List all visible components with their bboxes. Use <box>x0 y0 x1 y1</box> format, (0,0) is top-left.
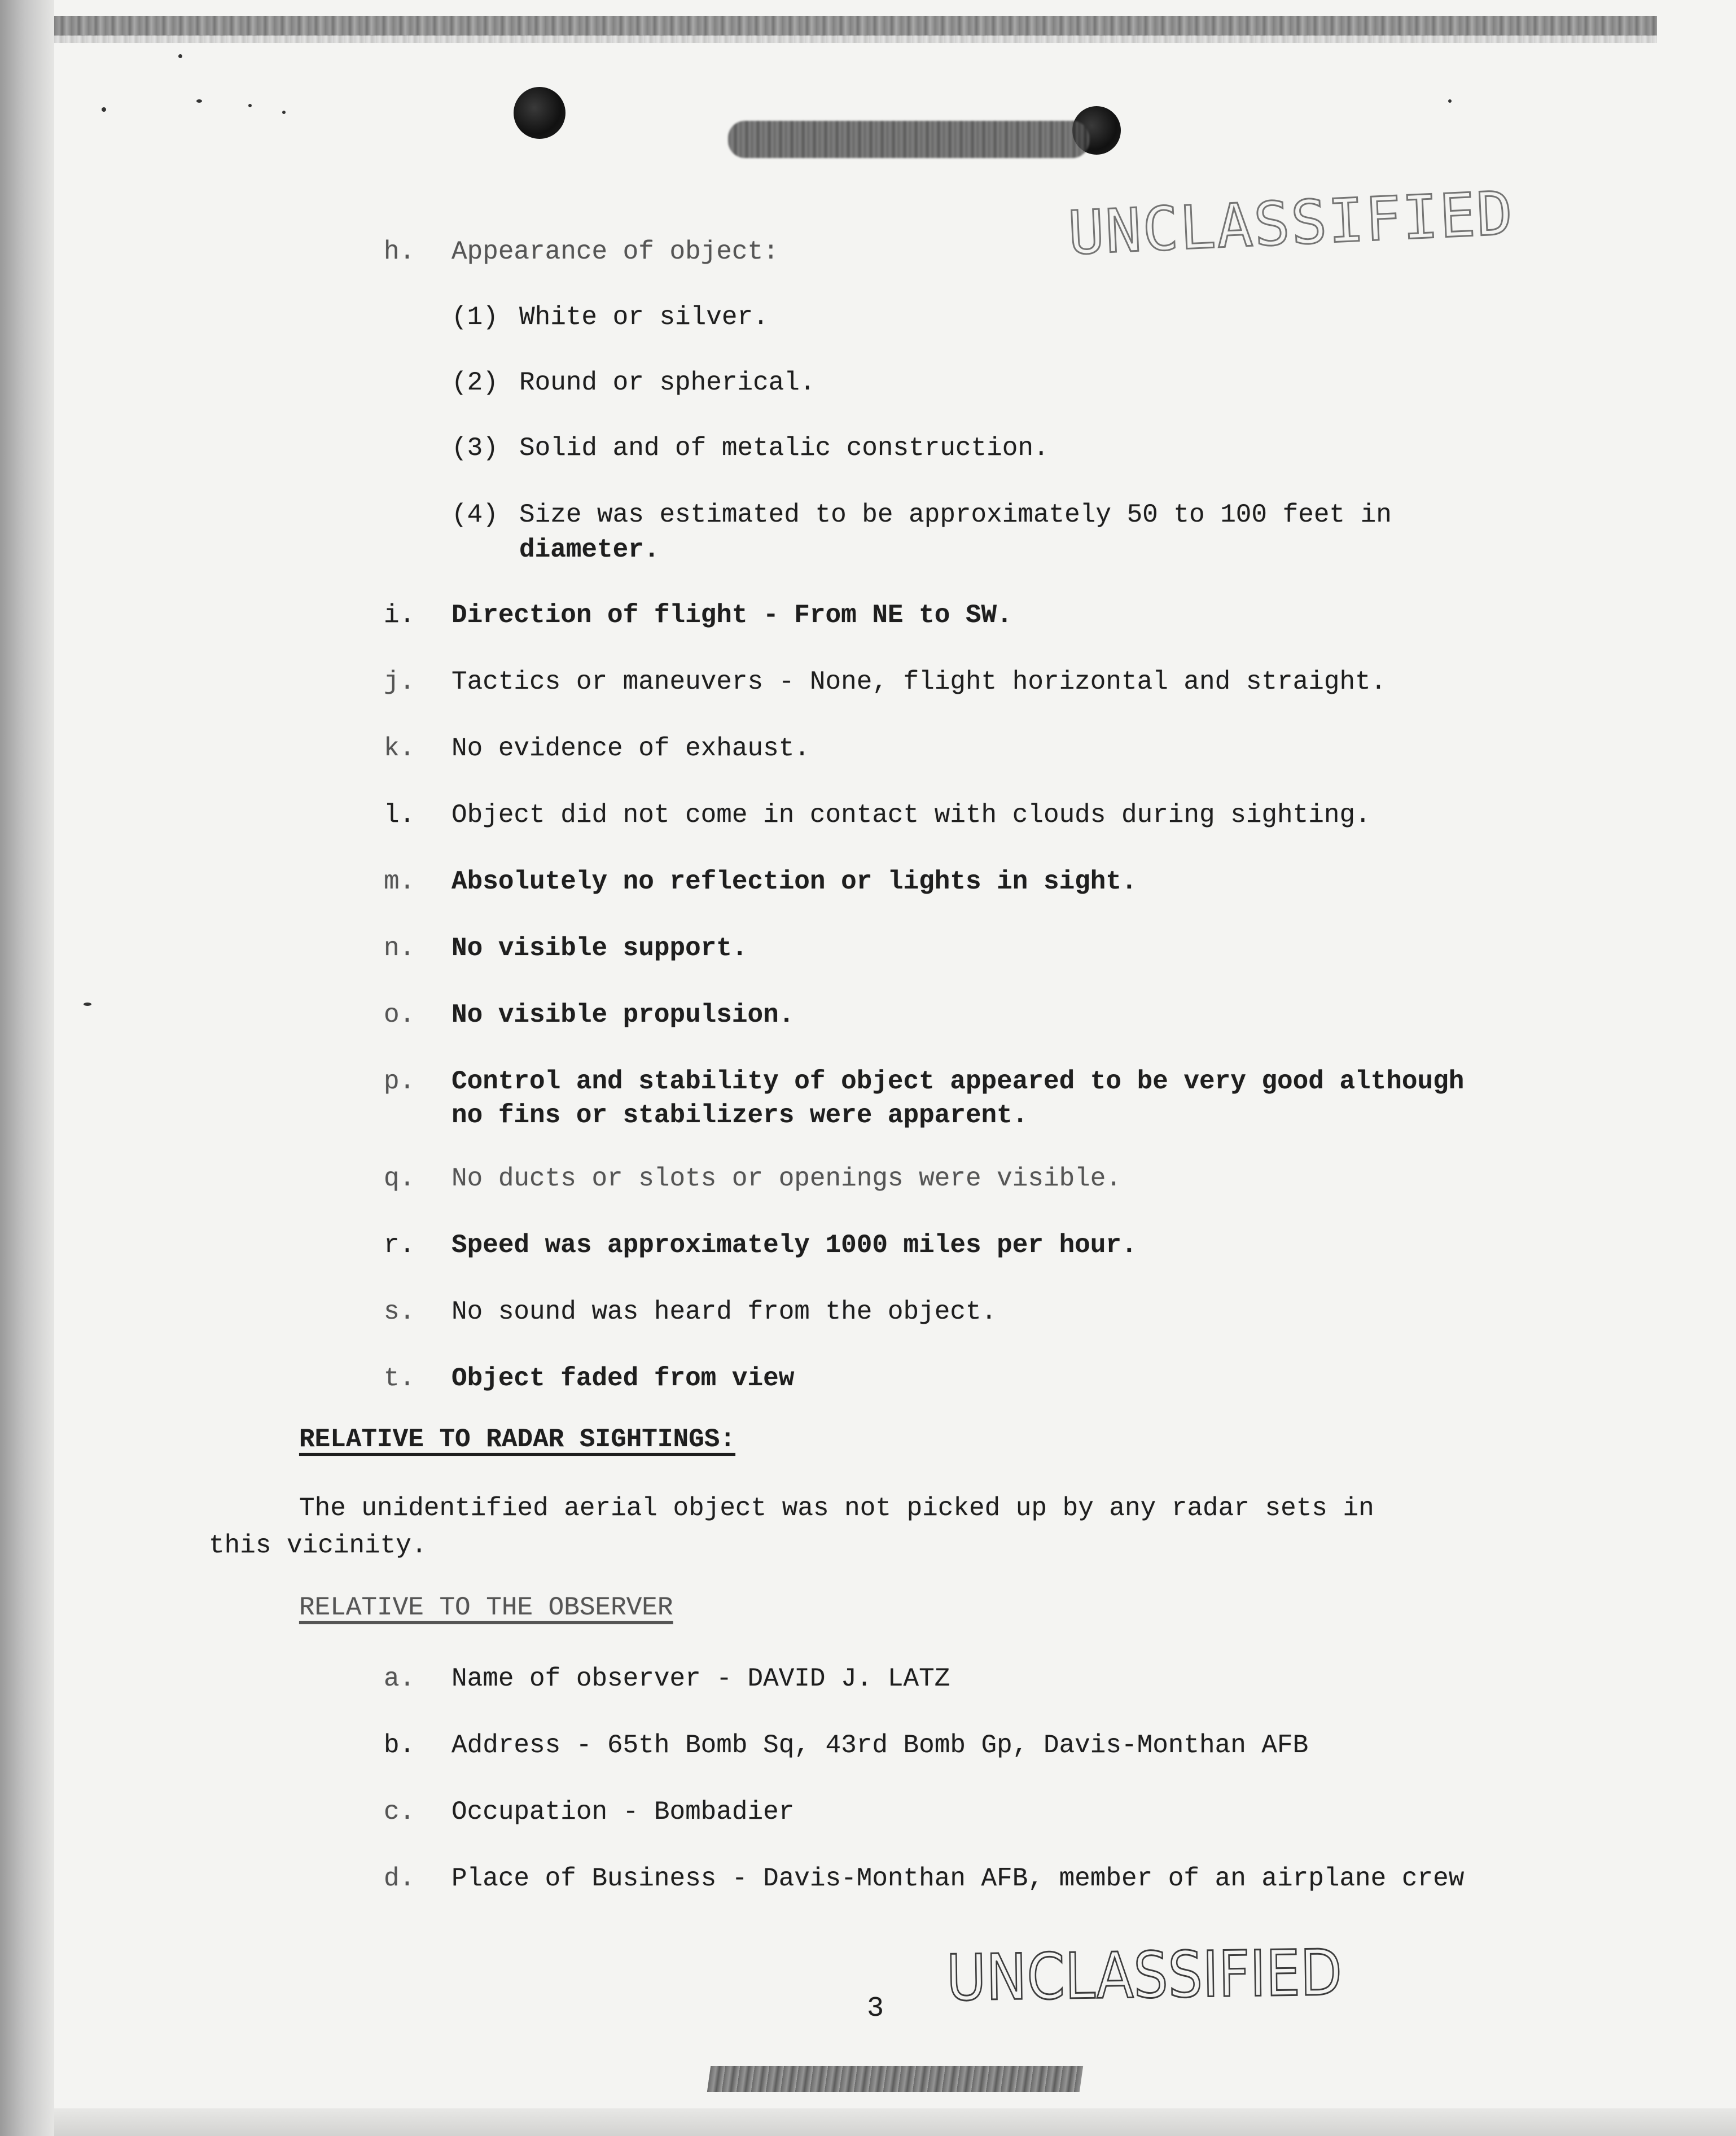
item-label: p. <box>384 1067 415 1096</box>
item-text: Object did not come in contact with clouds during sighting. <box>451 800 1371 830</box>
item-text: No visible propulsion. <box>451 1000 795 1030</box>
item-label: b. <box>384 1731 415 1760</box>
item-text: No visible support. <box>451 934 748 963</box>
radar-paragraph-line2: this vicinity. <box>209 1531 427 1560</box>
subitem-number: (2) <box>451 368 498 397</box>
radar-section-heading: RELATIVE TO RADAR SIGHTINGS: <box>299 1425 735 1454</box>
subitem-text: White or silver. <box>519 303 769 332</box>
item-label: i. <box>384 601 415 630</box>
item-label: s. <box>384 1297 415 1327</box>
page-number: 3 <box>867 1993 884 2025</box>
unclassified-stamp-bottom: UNCLASSIFIED <box>946 1936 1343 2015</box>
item-text: Absolutely no reflection or lights in sight. <box>451 867 1137 896</box>
item-label: j. <box>384 667 415 697</box>
item-text: Direction of flight - From NE to SW. <box>451 601 1012 630</box>
item-label: h. <box>384 237 415 266</box>
item-label: l. <box>384 800 415 830</box>
subitem-text-line2: diameter. <box>519 535 660 564</box>
observer-section-heading: RELATIVE TO THE OBSERVER <box>299 1593 673 1622</box>
item-text: Object faded from view <box>451 1364 795 1393</box>
subitem-text: Round or spherical. <box>519 368 816 397</box>
item-text: Name of observer - DAVID J. LATZ <box>451 1664 950 1693</box>
subitem-text-line1: Size was estimated to be approximately 50 to 100 feet in <box>519 500 1392 529</box>
subitem-number: (3) <box>451 434 498 463</box>
item-text-line1: Control and stability of object appeared to be very good although <box>451 1067 1465 1096</box>
item-text: Tactics or maneuvers - None, flight horizontal and straight. <box>451 667 1387 697</box>
item-text: Address - 65th Bomb Sq, 43rd Bomb Gp, Davis-Monthan AFB <box>451 1731 1309 1760</box>
item-label: q. <box>384 1164 415 1193</box>
item-label: k. <box>384 734 415 763</box>
item-text: Speed was approximately 1000 miles per hour. <box>451 1231 1137 1260</box>
item-label: n. <box>384 934 415 963</box>
item-text: No ducts or slots or openings were visible. <box>451 1164 1121 1193</box>
unclassified-stamp-top: UNCLASSIFIED <box>1067 178 1515 268</box>
item-label: m. <box>384 867 415 896</box>
item-label: t. <box>384 1364 415 1393</box>
item-label: r. <box>384 1231 415 1260</box>
subitem-number: (1) <box>451 303 498 332</box>
item-label: c. <box>384 1797 415 1827</box>
item-text: Occupation - Bombadier <box>451 1797 795 1827</box>
item-text-line2: no fins or stabilizers were apparent. <box>451 1101 1028 1130</box>
subitem-number: (4) <box>451 500 498 529</box>
item-label: a. <box>384 1664 415 1693</box>
radar-paragraph-line1: The unidentified aerial object was not picked up by any radar sets in <box>299 1494 1374 1523</box>
scan-bottom-bar <box>707 2066 1083 2092</box>
subitem-text: Solid and of metalic construction. <box>519 434 1049 463</box>
item-text: No evidence of exhaust. <box>451 734 810 763</box>
item-text: Place of Business - Davis-Monthan AFB, member of an airplane crew <box>451 1864 1465 1893</box>
item-label: d. <box>384 1864 415 1893</box>
item-text: Appearance of object: <box>451 237 779 266</box>
item-text: No sound was heard from the object. <box>451 1297 997 1327</box>
item-label: o. <box>384 1000 415 1030</box>
